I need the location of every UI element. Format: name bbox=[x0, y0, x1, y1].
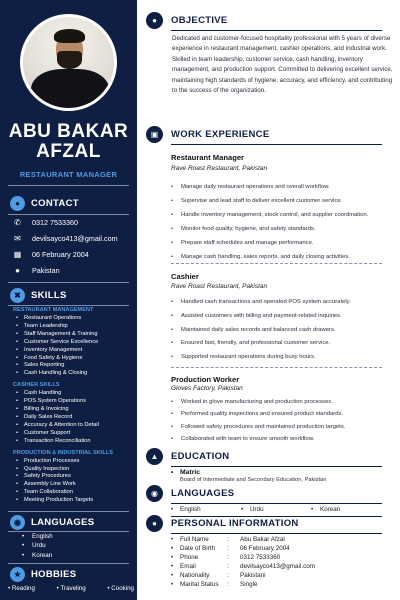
list-item: • POS System Operations bbox=[13, 398, 133, 406]
divider bbox=[8, 563, 129, 564]
list-item: • Worked in glove manufacturing and production processes. bbox=[171, 396, 391, 408]
hobbies-heading: ★ HOBBIES bbox=[10, 567, 76, 582]
list-item: • Quality Inspection bbox=[13, 466, 133, 474]
job-duties bbox=[171, 180, 391, 264]
list-item: • Korean bbox=[22, 551, 53, 560]
list-item: • Manage daily restaurant operations and overall workflow. bbox=[171, 180, 391, 194]
job-title: Production Worker bbox=[171, 375, 240, 384]
profile-photo bbox=[20, 14, 117, 111]
list-item: • Korean bbox=[311, 506, 340, 513]
divider bbox=[171, 533, 382, 534]
contact-email[interactable]: ✉ devilsayco413@gmail.com bbox=[12, 233, 118, 244]
list-item: • Restaurant Operations bbox=[13, 315, 133, 323]
languages-heading: ◉ LANGUAGES bbox=[10, 515, 94, 530]
list-item: • Manage cash handling, sales reports, and daily closing activities. bbox=[171, 250, 391, 264]
divider bbox=[171, 503, 382, 504]
list-item: • Traveling bbox=[56, 585, 86, 592]
contact-location: ● Pakistan bbox=[12, 265, 60, 276]
list-item: • Assembly Line Work bbox=[13, 481, 133, 489]
skills-heading: ✖ SKILLS bbox=[10, 288, 67, 303]
contact-heading: ● CONTACT bbox=[10, 196, 79, 211]
table-row: • Nationality : Pakistani bbox=[171, 571, 391, 580]
list-item: • Performed quality inspections and ensured product standards. bbox=[171, 408, 391, 420]
personal-heading: ● PERSONAL INFORMATION bbox=[146, 515, 391, 532]
briefcase-icon: ▣ bbox=[146, 126, 163, 143]
list-item: • Maintained daily sales records and balanced cash drawers. bbox=[171, 324, 391, 338]
list-item: • Urdu bbox=[22, 541, 53, 550]
list-item: • Customer Service Excellence bbox=[13, 339, 133, 347]
table-row: • Full Name : Abu Bakar Afzal bbox=[171, 535, 391, 544]
tools-icon: ✖ bbox=[10, 288, 25, 303]
list-item: • Staff Management & Training bbox=[13, 331, 133, 339]
list-item: • Assisted customers with billing and payment-related inquiries. bbox=[171, 310, 391, 324]
personal-info bbox=[171, 535, 391, 589]
job-company: Rave Roast Restaurant, Pakistan bbox=[171, 283, 268, 290]
skills-list bbox=[13, 306, 133, 505]
list-item: • Sales Reporting bbox=[13, 362, 133, 370]
languages-main-heading: ◉ LANGUAGES bbox=[146, 485, 391, 502]
education-board: Board of Intermediate and Secondary Education, Pakistan bbox=[180, 477, 327, 483]
divider bbox=[171, 30, 382, 31]
divider bbox=[8, 185, 129, 186]
divider bbox=[171, 144, 382, 145]
table-row: • Phone : 0312 7533360 bbox=[171, 553, 391, 562]
list-item: • English bbox=[22, 532, 53, 541]
contact-birth: ▦ 06 February 2004 bbox=[13, 250, 89, 259]
table-row: • Marital Status : Single bbox=[171, 580, 391, 589]
main-content bbox=[137, 0, 400, 600]
list-item: • Daily Sales Record bbox=[13, 414, 133, 422]
list-item: • Handle inventory management, stock control, and supplier coordination. bbox=[171, 208, 391, 222]
calendar-icon: ▦ bbox=[13, 250, 22, 259]
skill-category: RESTAURANT MANAGEMENT bbox=[13, 307, 94, 313]
job-duties bbox=[171, 396, 391, 445]
education-level: • Matric bbox=[180, 469, 200, 476]
list-item: • Prepare staff schedules and manage performance. bbox=[171, 236, 391, 250]
job-company: Gloves Factory, Pakistan bbox=[171, 385, 243, 392]
list-item: • Billing & Invoicing bbox=[13, 406, 133, 414]
skill-category: PRODUCTION & INDUSTRIAL SKILLS bbox=[13, 449, 113, 456]
location-pin-icon: ● bbox=[15, 266, 20, 275]
list-item: • Reading bbox=[8, 585, 35, 592]
list-item: • Supported restaurant operations during busy hours. bbox=[171, 351, 391, 365]
objective-text: Dedicated and customer-focused hospitality professional with 5 years of diverse experience in restaurant management, cashier operations, and industrial work. Skilled in team leadership, customer service, cash handling, inventory management, and production support. Committed to delivering excellent service, maintaining high standards of hygiene, accuracy, and efficiency, and contributing to the success of the organization. bbox=[172, 35, 393, 95]
list-item: • Accuracy & Attention to Detail bbox=[13, 422, 133, 430]
job-title: Cashier bbox=[171, 272, 199, 281]
divider bbox=[171, 367, 382, 368]
main-languages bbox=[171, 506, 386, 513]
phone-icon: ✆ bbox=[14, 218, 21, 227]
list-item: • Collaborated with team to ensure smooth workflow. bbox=[171, 433, 391, 445]
list-item: • Urdu bbox=[241, 506, 311, 513]
graduation-cap-icon: ▲ bbox=[146, 448, 163, 465]
list-item: • Cash Handling bbox=[13, 390, 133, 398]
list-item: • Team Leadership bbox=[13, 323, 133, 331]
sidebar bbox=[0, 0, 137, 600]
list-item: • Supervise and lead staff to deliver excellent customer service. bbox=[171, 194, 391, 208]
profile-role: RESTAURANT MANAGER bbox=[19, 170, 118, 179]
objective-heading: ● OBJECTIVE bbox=[146, 12, 391, 29]
divider bbox=[8, 282, 129, 283]
list-item: • Food Safety & Hygiene bbox=[13, 355, 133, 363]
list-item: • Inventory Management bbox=[13, 347, 133, 355]
list-item: • Safety Procedures bbox=[13, 473, 133, 481]
list-item: • Meeting Production Targets bbox=[13, 497, 133, 505]
list-item: • English bbox=[171, 506, 241, 513]
star-icon: ★ bbox=[10, 567, 25, 582]
list-item: • Followed safety procedures and maintained production targets. bbox=[171, 421, 391, 433]
hobbies-list bbox=[8, 585, 134, 592]
list-item: • Monitor food quality, hygiene, and safety standards. bbox=[171, 222, 391, 236]
list-item: • Ensured fast, friendly, and professional customer service. bbox=[171, 337, 391, 351]
table-row: • Email : devilsayco413@gmail.com bbox=[171, 562, 391, 571]
list-item: • Cash Handling & Closing bbox=[13, 370, 133, 378]
list-item: • Customer Support bbox=[13, 430, 133, 438]
globe-icon: ◉ bbox=[10, 515, 25, 530]
divider bbox=[171, 466, 382, 467]
divider bbox=[8, 214, 129, 215]
job-company: Rave Roast Restaurant, Pakistan bbox=[171, 165, 268, 172]
experience-heading: ▣ WORK EXPERIENCE bbox=[146, 126, 391, 143]
education-heading: ▲ EDUCATION bbox=[146, 448, 391, 465]
list-item: • Handled cash transactions and operated POS system accurately. bbox=[171, 296, 391, 310]
sidebar-languages bbox=[22, 532, 53, 560]
list-item: • Team Collaboration bbox=[13, 489, 133, 497]
divider bbox=[8, 511, 129, 512]
skill-category: CASHIER SKILLS bbox=[13, 382, 60, 389]
table-row: • Date of Birth : 06 February 2004 bbox=[171, 544, 391, 553]
divider bbox=[171, 263, 382, 264]
chat-icon: ◉ bbox=[146, 485, 163, 502]
person-icon: ● bbox=[146, 515, 163, 532]
list-item: • Transaction Reconciliation bbox=[13, 438, 133, 446]
job-duties bbox=[171, 296, 391, 365]
list-item: • Cooking bbox=[107, 585, 134, 592]
email-icon: ✉ bbox=[14, 234, 21, 243]
person-icon: ● bbox=[10, 196, 25, 211]
list-item: • Production Processes bbox=[13, 458, 133, 466]
person-icon: ● bbox=[146, 12, 163, 29]
profile-name: ABU BAKAR AFZAL bbox=[8, 121, 129, 162]
job-title: Restaurant Manager bbox=[171, 153, 245, 162]
contact-phone: ✆ 0312 7533360 bbox=[12, 217, 78, 228]
